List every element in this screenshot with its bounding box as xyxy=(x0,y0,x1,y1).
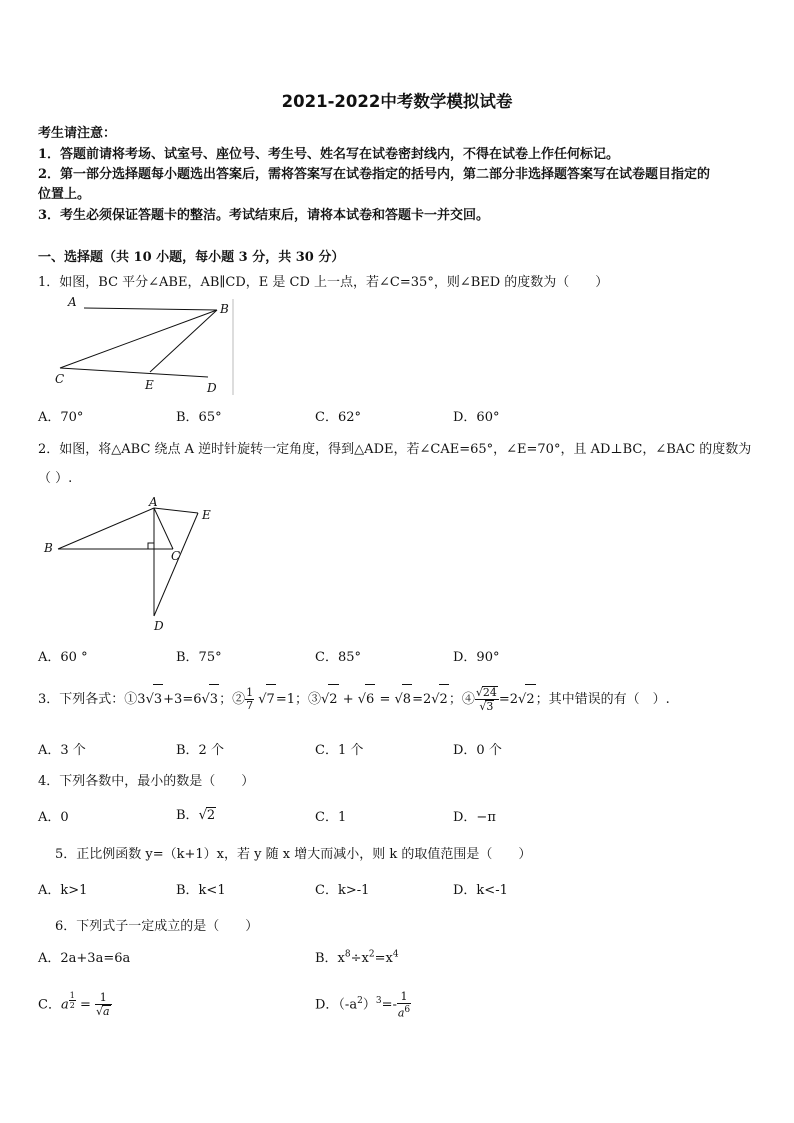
q2-option-c[interactable]: C．85° xyxy=(315,650,361,665)
figure-label-b: B xyxy=(44,541,53,555)
q6-option-d[interactable]: D．$(-a^2)^3=-$ $\frac{1}{a^6}$ xyxy=(315,989,411,1020)
question-2-figure xyxy=(38,496,228,636)
q2-option-b[interactable]: B．75° xyxy=(176,650,222,665)
question-3-text: 3．下列各式：①3√3+3=6√3；② $\frac{1}{7}$ √7=1；③√2 + √6 = √8=2√2；④ $\frac{√24}{√3}$ =2√2；其中错误的有（ ）. xyxy=(38,686,670,713)
q5-option-d[interactable]: D．k<-1 xyxy=(453,883,508,898)
question-1-text: 1．如图，BC 平分∠ABE，AB∥CD，E 是 CD 上一点，若∠C=35°，则∠BED 的度数为（ ） xyxy=(38,275,609,290)
q3-option-a[interactable]: A．3 个 xyxy=(38,743,86,758)
q1-option-a[interactable]: A．70° xyxy=(38,410,84,425)
question-4-text: 4．下列各数中，最小的数是（ ） xyxy=(38,774,255,789)
q4-option-d[interactable]: D．−π xyxy=(453,810,496,825)
figure-label-a: A xyxy=(149,496,158,509)
q3-option-c[interactable]: C．1 个 xyxy=(315,743,364,758)
figure-label-c: C xyxy=(55,372,65,386)
q6-option-b[interactable]: B．$x^8\div x^2=x^4$ xyxy=(315,949,399,966)
figure-label-b: B xyxy=(220,302,229,316)
q1-option-b[interactable]: B．65° xyxy=(176,410,222,425)
figure-label-c: C xyxy=(171,549,181,563)
q2-option-d[interactable]: D．90° xyxy=(453,650,500,665)
q1-option-c[interactable]: C．62° xyxy=(315,410,361,425)
question-2-text-cont: （ ）. xyxy=(38,471,73,486)
q4-option-a[interactable]: A．0 xyxy=(38,810,69,825)
figure-label-e: E xyxy=(202,508,211,522)
section-heading: 一、选择题（共 10 小题，每小题 3 分，共 30 分） xyxy=(38,250,345,265)
figure-label-e: E xyxy=(145,378,154,392)
notice-heading: 考生请注意： xyxy=(38,126,117,141)
figure-label-d: D xyxy=(207,381,217,395)
notice-item: 2．第一部分选择题每小题选出答案后，需将答案写在试卷指定的括号内，第二部分非选择题答案写在试卷题目指定的 xyxy=(38,167,711,182)
q4-option-c[interactable]: C．1 xyxy=(315,810,347,825)
q6-option-c[interactable]: C．a $^{\frac{1}{2}}$ = $\frac{1}{√a}$ xyxy=(38,990,110,1018)
page-title: 2021-2022中考数学模拟试卷 xyxy=(281,92,513,111)
figure-label-d: D xyxy=(154,619,164,633)
q4-option-b[interactable]: B．√2 xyxy=(176,808,216,823)
q3-option-d[interactable]: D．0 个 xyxy=(453,743,502,758)
question-5-text: 5．正比例函数 y=（k+1）x，若 y 随 x 增大而减小，则 k 的取值范围是（ ） xyxy=(55,847,532,862)
q5-option-b[interactable]: B．k<1 xyxy=(176,883,226,898)
figure-label-a: A xyxy=(68,295,77,309)
question-2-text: 2．如图，将△ABC 绕点 A 逆时针旋转一定角度，得到△ADE，若∠CAE=65°，∠E=70°，且 AD⊥BC，∠BAC 的度数为 xyxy=(38,442,752,457)
q2-option-a[interactable]: A．60 ° xyxy=(38,650,88,665)
notice-item: 1．答题前请将考场、试室号、座位号、考生号、姓名写在试卷密封线内，不得在试卷上作任何标记。 xyxy=(38,147,620,162)
q5-option-a[interactable]: A．k>1 xyxy=(38,883,88,898)
q5-option-c[interactable]: C．k>-1 xyxy=(315,883,370,898)
question-1-figure xyxy=(50,293,240,397)
notice-item: 3．考生必须保证答题卡的整洁。考试结束后，请将本试卷和答题卡一并交回。 xyxy=(38,208,490,223)
q6-option-a[interactable]: A．2a+3a=6a xyxy=(38,951,131,966)
question-6-text: 6．下列式子一定成立的是（ ） xyxy=(55,919,259,934)
q3-option-b[interactable]: B．2 个 xyxy=(176,743,224,758)
notice-item: 位置上。 xyxy=(38,187,91,202)
q1-option-d[interactable]: D．60° xyxy=(453,410,500,425)
